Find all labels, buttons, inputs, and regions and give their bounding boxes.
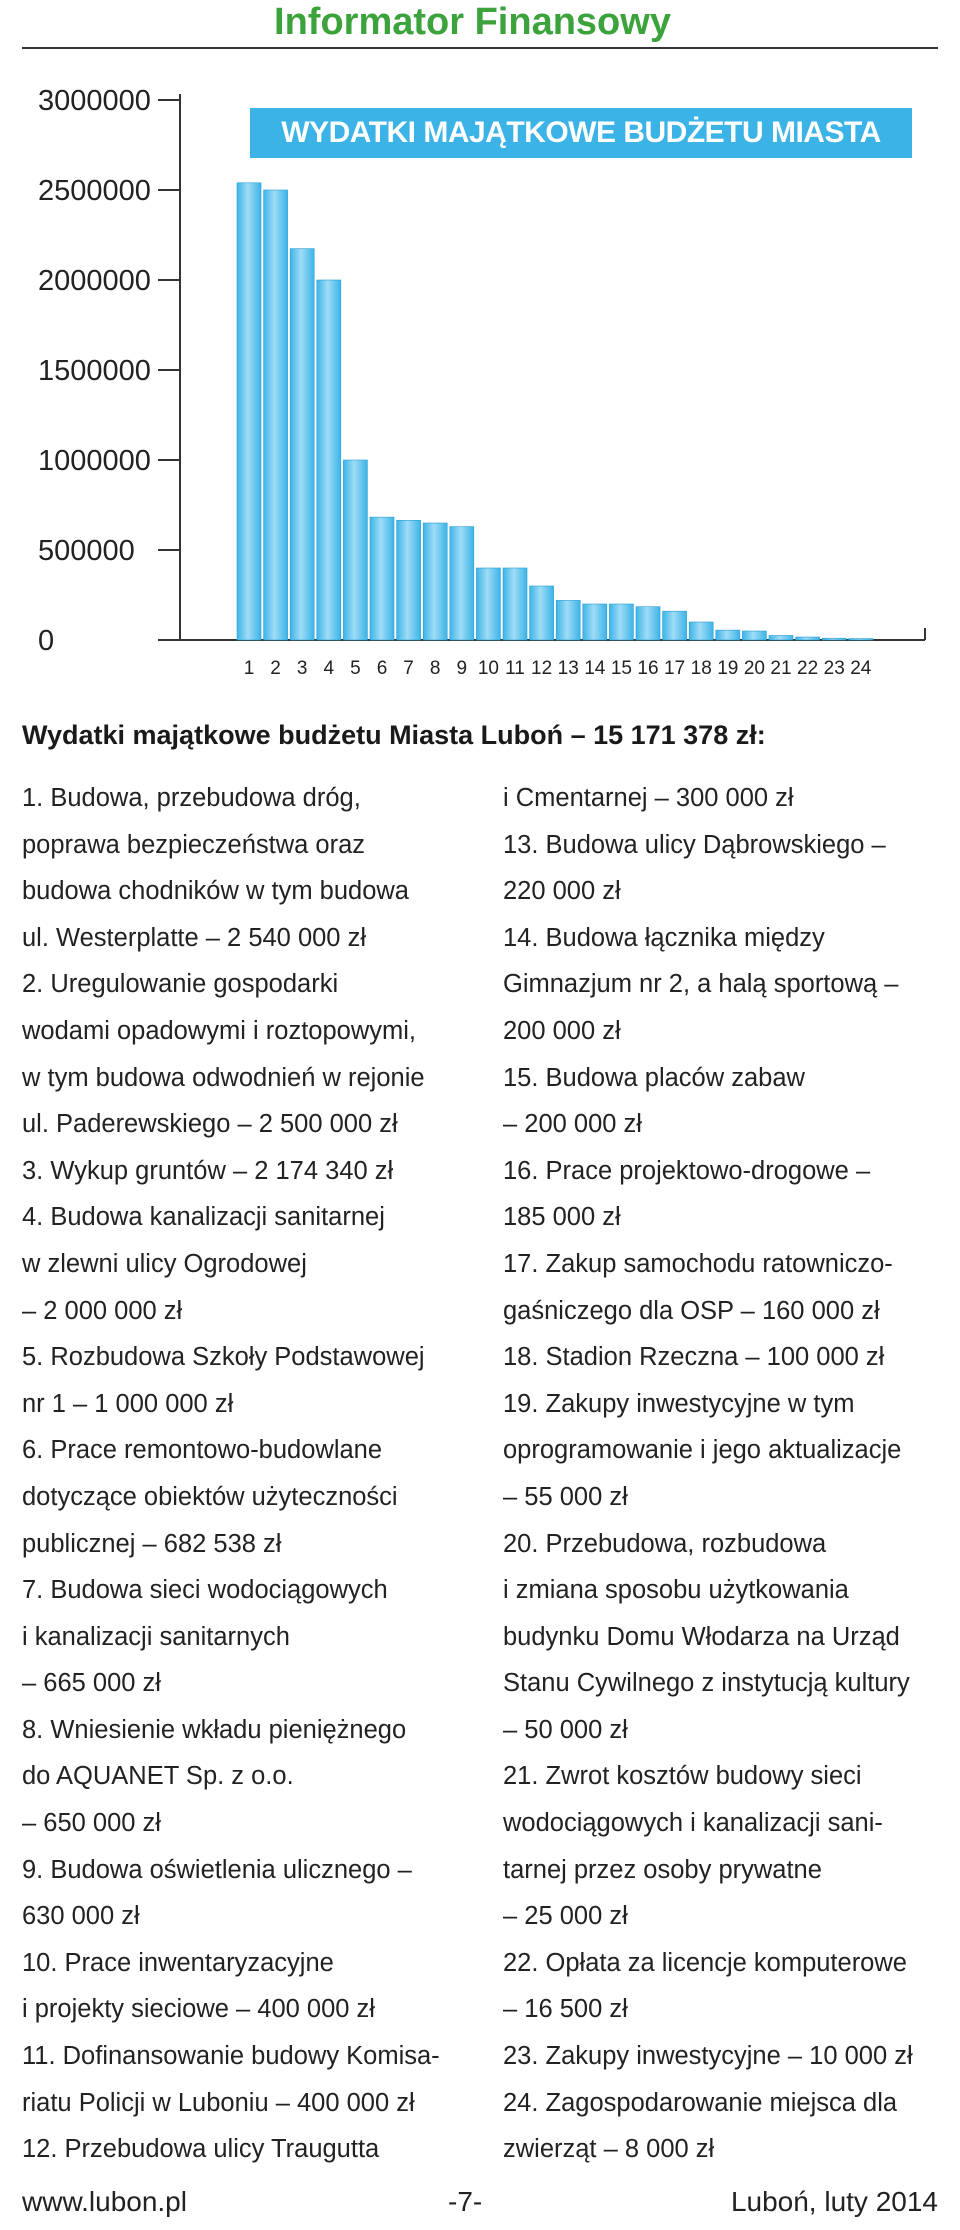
- x-axis-tick-label: 7: [403, 658, 414, 679]
- right-list-line: 13. Budowa ulicy Dąbrowskiego –: [503, 830, 886, 859]
- bar-12: [530, 586, 554, 640]
- page-header-title: Informator Finansowy: [274, 1, 671, 43]
- right-list-line: – 50 000 zł: [503, 1715, 628, 1744]
- x-axis-tick-label: 19: [717, 658, 739, 679]
- left-list-line: i kanalizacji sanitarnych: [22, 1622, 290, 1651]
- right-list-line: zwierząt – 8 000 zł: [503, 2135, 715, 2164]
- y-axis-tick-label: 1500000: [38, 355, 151, 387]
- x-axis-tick-label: 16: [637, 658, 659, 679]
- y-axis-tick-label: 2000000: [38, 265, 151, 297]
- x-axis-tick-label: 23: [823, 658, 845, 679]
- left-list-line: w zlewni ulicy Ogrodowej: [22, 1249, 307, 1278]
- bar-6: [370, 517, 394, 640]
- bar-19: [716, 630, 740, 640]
- right-list-line: 185 000 zł: [503, 1203, 621, 1232]
- bar-13: [556, 600, 580, 640]
- right-list-line: 18. Stadion Rzeczna – 100 000 zł: [503, 1343, 885, 1372]
- right-list-line: 15. Budowa placów zabaw: [503, 1063, 805, 1092]
- right-list-line: Stanu Cywilnego z instytucją kultury: [503, 1669, 910, 1698]
- left-list-line: – 2 000 000 zł: [22, 1296, 183, 1325]
- bar-1: [237, 183, 261, 640]
- right-list-line: 20. Przebudowa, rozbudowa: [503, 1529, 827, 1558]
- x-axis-tick-label: 8: [429, 658, 441, 679]
- x-axis-tick-label: 20: [743, 658, 765, 679]
- left-list-line: w tym budowa odwodnień w rejonie: [22, 1063, 425, 1092]
- left-list-line: poprawa bezpieczeństwa oraz: [22, 830, 366, 859]
- bar-20: [742, 631, 766, 640]
- bar-16: [636, 607, 660, 640]
- left-list-line: 1. Budowa, przebudowa dróg,: [22, 784, 361, 812]
- x-axis-tick-label: 3: [296, 658, 308, 679]
- left-list-line: 7. Budowa sieci wodociągowych: [22, 1576, 388, 1605]
- right-list-line: tarnej przez osoby prywatne: [503, 1855, 822, 1884]
- x-axis-tick-label: 5: [350, 658, 361, 679]
- bar-15: [609, 604, 633, 640]
- left-list-line: budowa chodników w tym budowa: [22, 877, 409, 906]
- right-list-line: 23. Zakupy inwestycyjne – 10 000 zł: [503, 2042, 913, 2071]
- x-axis-tick-label: 11: [505, 658, 525, 679]
- x-axis-tick-label: 21: [770, 658, 792, 679]
- right-list-line: 200 000 zł: [503, 1016, 621, 1045]
- right-list-line: 21. Zwrot kosztów budowy sieci: [503, 1762, 862, 1791]
- x-axis-tick-label: 2: [270, 658, 281, 679]
- left-list-line: 10. Prace inwentaryzacyjne: [22, 1948, 334, 1977]
- right-list-line: – 25 000 zł: [503, 1902, 628, 1931]
- right-list-line: oprogramowanie i jego aktualizacje: [503, 1436, 902, 1465]
- x-axis-tick-label: 22: [797, 658, 819, 679]
- footer-page-number: -7-: [448, 2186, 483, 2217]
- footer-date: Luboń, luty 2014: [730, 2186, 938, 2217]
- left-list-line: ul. Westerplatte – 2 540 000 zł: [22, 923, 366, 952]
- x-axis-tick-label: 15: [610, 658, 632, 679]
- right-list-line: Gimnazjum nr 2, a halą sportową –: [503, 970, 899, 999]
- bar-21: [769, 636, 793, 641]
- bar-11: [503, 568, 527, 640]
- left-list-line: 6. Prace remontowo-budowlane: [22, 1436, 383, 1465]
- left-list-line: 5. Rozbudowa Szkoły Podstawowej: [22, 1343, 425, 1372]
- right-list-line: 22. Opłata za licencje komputerowe: [503, 1948, 907, 1977]
- expense-list-left-column: [22, 775, 492, 2173]
- left-list-line: 8. Wniesienie wkładu pieniężnego: [22, 1715, 407, 1744]
- x-axis-tick-label: 12: [531, 658, 553, 679]
- left-list-line: – 665 000 zł: [22, 1669, 161, 1698]
- bar-4: [317, 280, 341, 640]
- footer-website: www.lubon.pl: [22, 2186, 187, 2217]
- x-axis-tick-label: 24: [850, 658, 872, 679]
- bar-9: [450, 527, 474, 640]
- right-list-line: – 55 000 zł: [503, 1482, 628, 1511]
- y-axis-tick-label: 2500000: [38, 175, 151, 207]
- bar-14: [583, 604, 607, 640]
- left-list-line: do AQUANET Sp. z o.o.: [22, 1762, 294, 1791]
- left-list-line: 630 000 zł: [22, 1902, 140, 1931]
- right-list-line: 16. Prace projektowo-drogowe –: [503, 1156, 871, 1185]
- bar-23: [822, 638, 846, 640]
- x-axis-tick-label: 6: [376, 658, 388, 679]
- x-axis-tick-label: 10: [477, 658, 499, 679]
- left-list-line: 11. Dofinansowanie budowy Komisa-: [22, 2042, 440, 2071]
- bar-5: [343, 460, 367, 640]
- x-axis-tick-label: 13: [557, 658, 579, 679]
- right-list-line: wodociągowych i kanalizacji sani-: [503, 1809, 883, 1838]
- left-list-line: riatu Policji w Luboniu – 400 000 zł: [22, 2088, 415, 2117]
- bar-10: [476, 568, 500, 640]
- right-list-line: budynku Domu Włodarza na Urząd: [503, 1622, 900, 1651]
- bar-24: [849, 639, 873, 640]
- bar-18: [689, 622, 713, 640]
- left-list-line: 9. Budowa oświetlenia ulicznego –: [22, 1855, 412, 1884]
- y-axis-tick-label: 500000: [38, 535, 135, 567]
- right-list-line: 17. Zakup samochodu ratowniczo-: [503, 1249, 893, 1278]
- left-list-line: dotyczące obiektów użyteczności: [22, 1482, 398, 1511]
- x-axis-tick-label: 18: [690, 658, 712, 679]
- bar-2: [264, 190, 288, 640]
- bar-22: [796, 637, 820, 640]
- right-list-line: 24. Zagospodarowanie miejsca dla: [503, 2088, 898, 2117]
- left-list-line: – 650 000 zł: [22, 1809, 161, 1838]
- left-list-line: ul. Paderewskiego – 2 500 000 zł: [22, 1110, 398, 1139]
- chart-title: WYDATKI MAJĄTKOWE BUDŻETU MIASTA LUBOŃ: [250, 108, 912, 158]
- bar-8: [423, 523, 447, 640]
- left-list-line: 4. Budowa kanalizacji sanitarnej: [22, 1203, 385, 1232]
- x-axis-tick-label: 14: [584, 658, 606, 679]
- left-list-line: 2. Uregulowanie gospodarki: [22, 970, 339, 999]
- y-axis-tick-label: 0: [38, 625, 55, 657]
- bar-3: [290, 249, 314, 640]
- left-list-line: i projekty sieciowe – 400 000 zł: [22, 1995, 375, 2024]
- left-list-line: publicznej – 682 538 zł: [22, 1529, 282, 1558]
- expenditure-bar-chart: [0, 0, 960, 700]
- x-axis-tick-label: 9: [456, 658, 468, 679]
- bar-17: [663, 611, 687, 640]
- left-list-line: 3. Wykup gruntów – 2 174 340 zł: [22, 1156, 394, 1185]
- summary-heading: Wydatki majątkowe budżetu Miasta Luboń – 15 171 378 zł:: [22, 720, 766, 750]
- x-axis-tick-label: 17: [664, 658, 686, 679]
- left-list-line: nr 1 – 1 000 000 zł: [22, 1389, 234, 1418]
- left-list-line: wodami opadowymi i roztopowymi,: [22, 1016, 416, 1045]
- right-list-line: 19. Zakupy inwestycyjne w tym: [503, 1389, 855, 1418]
- y-axis-tick-label: 3000000: [38, 85, 151, 117]
- expense-list-right-column: [503, 775, 943, 2173]
- left-list-line: 12. Przebudowa ulicy Traugutta: [22, 2135, 380, 2164]
- x-axis-tick-label: 1: [243, 658, 255, 679]
- right-list-line: i Cmentarnej – 300 000 zł: [503, 784, 794, 812]
- right-list-line: 220 000 zł: [503, 877, 621, 906]
- right-list-line: gaśniczego dla OSP – 160 000 zł: [503, 1296, 880, 1325]
- y-axis-tick-label: 1000000: [38, 445, 151, 477]
- x-axis-tick-label: 4: [323, 658, 335, 679]
- right-list-line: – 200 000 zł: [503, 1110, 642, 1139]
- right-list-line: 14. Budowa łącznika między: [503, 923, 825, 952]
- right-list-line: – 16 500 zł: [503, 1995, 628, 2024]
- bar-7: [397, 520, 421, 640]
- right-list-line: i zmiana sposobu użytkowania: [503, 1576, 849, 1605]
